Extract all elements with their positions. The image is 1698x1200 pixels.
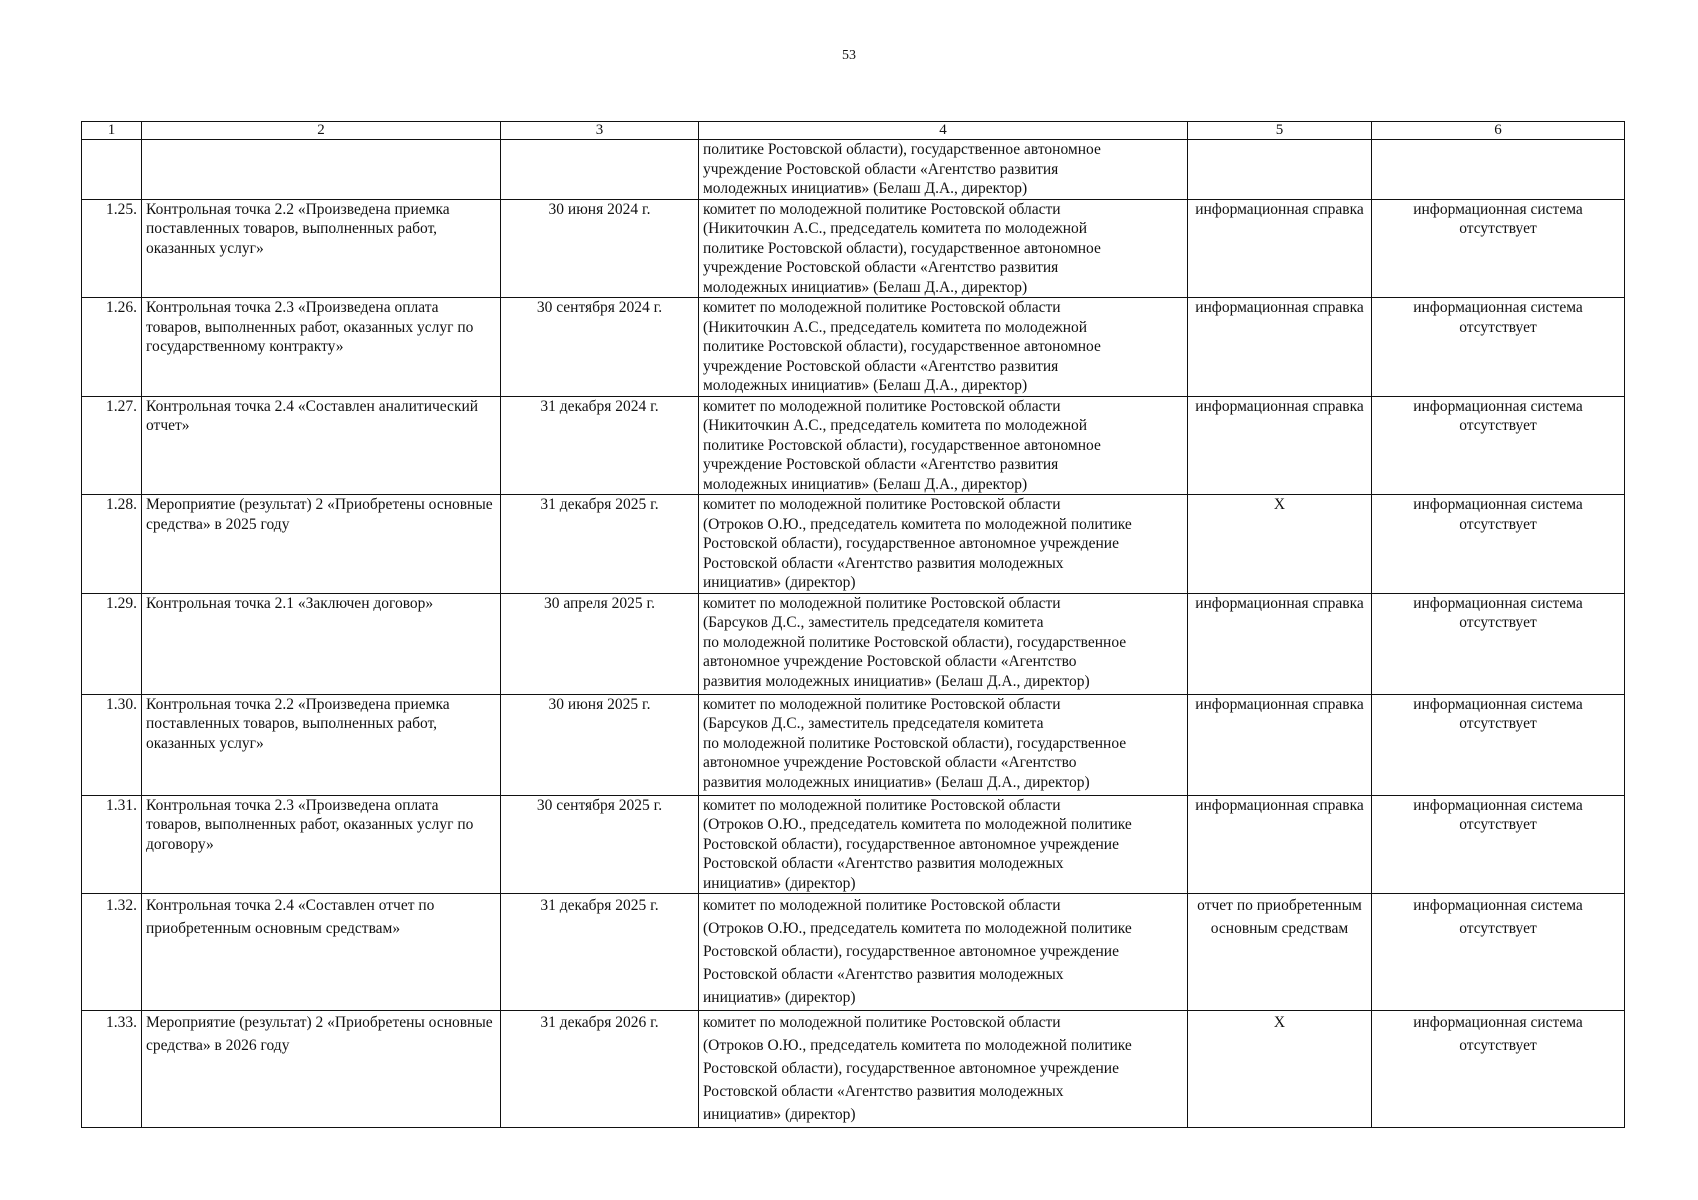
- information-system: информационная система отсутствует: [1372, 593, 1625, 694]
- table-row: [82, 396, 1625, 495]
- row-number: 1.28.: [82, 495, 142, 594]
- event-name: Контрольная точка 2.2 «Произведена приемка поставленных товаров, выполненных работ, оказанных услуг»: [142, 694, 501, 795]
- responsible: комитет по молодежной политике Ростовской области (Барсуков Д.С., заместитель председателя комитета по молодежной политике Ростовской области), государственное автономное учреждение Ростовской области «Агентство развития молодежных инициатив» (Белаш Д.А., директор): [699, 694, 1188, 795]
- event-name: Контрольная точка 2.1 «Заключен договор»: [142, 593, 501, 694]
- information-system: информационная система отсутствует: [1372, 199, 1625, 298]
- event-name: Контрольная точка 2.2 «Произведена приемка поставленных товаров, выполненных работ, оказанных услуг»: [142, 199, 501, 298]
- row-number: 1.26.: [82, 298, 142, 397]
- event-name: Мероприятие (результат) 2 «Приобретены основные средства» в 2025 году: [142, 495, 501, 594]
- information-system: информационная система отсутствует: [1372, 495, 1625, 594]
- responsible: комитет по молодежной политике Ростовской области (Никиточкин А.С., председатель комитета по молодежной политике Ростовской области), государственное автономное учреждение Ростовской области «Агентство развития молодежных инициатив» (Белаш Д.А., директор): [699, 298, 1188, 397]
- row-number: 1.31.: [82, 795, 142, 894]
- row-number: 1.30.: [82, 694, 142, 795]
- information-system: информационная система отсутствует: [1372, 1011, 1625, 1128]
- document-type: отчет по приобретенным основным средствам: [1188, 894, 1372, 1011]
- information-system: информационная система отсутствует: [1372, 894, 1625, 1011]
- header-col-1: 1: [82, 122, 142, 140]
- responsible: политике Ростовской области), государственное автономное учреждение Ростовской области «Агентство развития молодежных инициатив» (Белаш Д.А., директор): [699, 140, 1188, 200]
- header-col-3: 3: [501, 122, 699, 140]
- page-number: 53: [842, 48, 856, 63]
- table-row: [82, 140, 1625, 200]
- table-row: [82, 298, 1625, 397]
- document-type: X: [1188, 495, 1372, 594]
- header-col-6: 6: [1372, 122, 1625, 140]
- due-date: 30 сентября 2024 г.: [501, 298, 699, 397]
- table-row: [82, 593, 1625, 694]
- due-date: 30 сентября 2025 г.: [501, 795, 699, 894]
- header-row: [82, 122, 1625, 140]
- event-name: Контрольная точка 2.3 «Произведена оплата товаров, выполненных работ, оказанных услуг по государственному контракту»: [142, 298, 501, 397]
- row-number: [82, 140, 142, 200]
- document-type: X: [1188, 1011, 1372, 1128]
- document-type: информационная справка: [1188, 795, 1372, 894]
- header-col-4: 4: [699, 122, 1188, 140]
- due-date: 30 апреля 2025 г.: [501, 593, 699, 694]
- event-name: Контрольная точка 2.4 «Составлен отчет по приобретенным основным средствам»: [142, 894, 501, 1011]
- information-system: [1372, 140, 1625, 200]
- document-type: информационная справка: [1188, 199, 1372, 298]
- responsible: комитет по молодежной политике Ростовской области (Отроков О.Ю., председатель комитета по молодежной политике Ростовской области), государственное автономное учреждение Ростовской области «Агентство развития молодежных инициатив» (директор): [699, 795, 1188, 894]
- table-row: [82, 694, 1625, 795]
- event-name: Мероприятие (результат) 2 «Приобретены основные средства» в 2026 году: [142, 1011, 501, 1128]
- row-number: 1.27.: [82, 396, 142, 495]
- table-row: [82, 894, 1625, 1011]
- due-date: 30 июня 2024 г.: [501, 199, 699, 298]
- information-system: информационная система отсутствует: [1372, 694, 1625, 795]
- due-date: 31 декабря 2026 г.: [501, 1011, 699, 1128]
- responsible: комитет по молодежной политике Ростовской области (Отроков О.Ю., председатель комитета по молодежной политике Ростовской области), государственное автономное учреждение Ростовской области «Агентство развития молодежных инициатив» (директор): [699, 894, 1188, 1011]
- row-number: 1.29.: [82, 593, 142, 694]
- due-date: 31 декабря 2024 г.: [501, 396, 699, 495]
- responsible: комитет по молодежной политике Ростовской области (Никиточкин А.С., председатель комитета по молодежной политике Ростовской области), государственное автономное учреждение Ростовской области «Агентство развития молодежных инициатив» (Белаш Д.А., директор): [699, 396, 1188, 495]
- event-name: Контрольная точка 2.4 «Составлен аналитический отчет»: [142, 396, 501, 495]
- table-row: [82, 795, 1625, 894]
- due-date: [501, 140, 699, 200]
- due-date: 30 июня 2025 г.: [501, 694, 699, 795]
- due-date: 31 декабря 2025 г.: [501, 894, 699, 1011]
- responsible: комитет по молодежной политике Ростовской области (Барсуков Д.С., заместитель председателя комитета по молодежной политике Ростовской области), государственное автономное учреждение Ростовской области «Агентство развития молодежных инициатив» (Белаш Д.А., директор): [699, 593, 1188, 694]
- header-col-5: 5: [1188, 122, 1372, 140]
- row-number: 1.33.: [82, 1011, 142, 1128]
- event-name: [142, 140, 501, 200]
- control-points-table: [81, 121, 1625, 1128]
- information-system: информационная система отсутствует: [1372, 795, 1625, 894]
- responsible: комитет по молодежной политике Ростовской области (Отроков О.Ю., председатель комитета по молодежной политике Ростовской области), государственное автономное учреждение Ростовской области «Агентство развития молодежных инициатив» (директор): [699, 1011, 1188, 1128]
- responsible: комитет по молодежной политике Ростовской области (Никиточкин А.С., председатель комитета по молодежной политике Ростовской области), государственное автономное учреждение Ростовской области «Агентство развития молодежных инициатив» (Белаш Д.А., директор): [699, 199, 1188, 298]
- document-type: информационная справка: [1188, 298, 1372, 397]
- table-row: [82, 1011, 1625, 1128]
- document-type: информационная справка: [1188, 694, 1372, 795]
- row-number: 1.32.: [82, 894, 142, 1011]
- information-system: информационная система отсутствует: [1372, 396, 1625, 495]
- row-number: 1.25.: [82, 199, 142, 298]
- document-type: [1188, 140, 1372, 200]
- document-type: информационная справка: [1188, 593, 1372, 694]
- table-row: [82, 199, 1625, 298]
- event-name: Контрольная точка 2.3 «Произведена оплата товаров, выполненных работ, оказанных услуг по договору»: [142, 795, 501, 894]
- due-date: 31 декабря 2025 г.: [501, 495, 699, 594]
- responsible: комитет по молодежной политике Ростовской области (Отроков О.Ю., председатель комитета по молодежной политике Ростовской области), государственное автономное учреждение Ростовской области «Агентство развития молодежных инициатив» (директор): [699, 495, 1188, 594]
- document-type: информационная справка: [1188, 396, 1372, 495]
- information-system: информационная система отсутствует: [1372, 298, 1625, 397]
- table-row: [82, 495, 1625, 594]
- header-col-2: 2: [142, 122, 501, 140]
